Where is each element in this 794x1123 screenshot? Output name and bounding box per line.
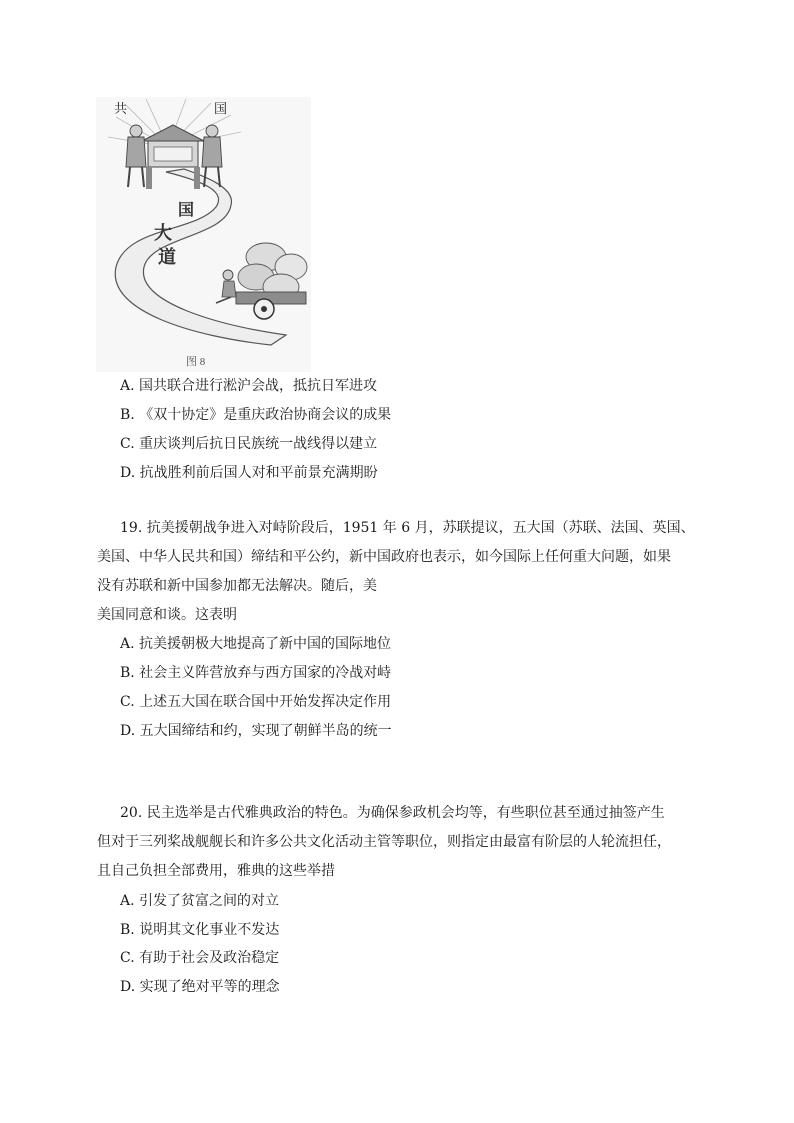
figure-caption: 图 8 [186, 356, 206, 368]
q20-stem-line-3: 且自己负担全部费用，雅典的这些举措 [97, 863, 335, 879]
cartoon-drawing [96, 97, 311, 372]
corner-label-right: 国 [214, 101, 228, 116]
q20-option-b: B. 说明其文化事业不发达 [120, 922, 280, 938]
q20-option-d: D. 实现了绝对平等的理念 [120, 979, 280, 995]
q18-option-a: A. 国共联合进行淞沪会战，抵抗日军进攻 [120, 378, 378, 394]
q19-option-b: B. 社会主义阵营放弃与西方国家的冷战对峙 [120, 665, 392, 681]
q20-option-a: A. 引发了贫富之间的对立 [120, 893, 280, 909]
q19-stem-line-3: 没有苏联和新中国参加都无法解决。随后，美 [97, 578, 377, 594]
cartoon-figure [96, 97, 311, 372]
q18-option-b: B. 《双十协定》是重庆政治协商会议的成果 [120, 407, 392, 423]
q18-option-d: D. 抗战胜利前后国人对和平前景充满期盼 [120, 465, 378, 481]
figure-right [202, 125, 222, 187]
q19-stem-line-1: 19. 抗美援朝战争进入对峙阶段后，1951 年 6 月，苏联提议，五大国（苏联、法国、英国、 [120, 520, 695, 536]
q19-option-d: D. 五大国缔结和约，实现了朝鲜半岛的统一 [120, 723, 392, 739]
gate [142, 125, 204, 189]
q20-stem-line-1: 20. 民主选举是古代雅典政治的特色。为确保参政机会均等，有些职位甚至通过抽签产生 [120, 805, 665, 821]
road-text-2: 大 [154, 223, 172, 243]
road-text-1: 国 [178, 202, 195, 219]
q18-option-c: C. 重庆谈判后抗日民族统一战线得以建立 [120, 436, 378, 452]
figure-left [126, 125, 146, 187]
cart-with-sacks [216, 243, 307, 319]
corner-label-left: 共 [114, 101, 128, 116]
road-text-3: 道 [158, 247, 176, 267]
q19-stem-line-2: 美国、中华人民共和国）缔结和平公约，新中国政府也表示，如今国际上任何重大问题，如果 [97, 549, 671, 565]
q19-stem-line-4: 美国同意和谈。这表明 [97, 607, 237, 623]
q20-option-c: C. 有助于社会及政治稳定 [120, 950, 280, 966]
q19-option-a: A. 抗美援朝极大地提高了新中国的国际地位 [120, 636, 392, 652]
q20-stem-line-2: 但对于三列桨战舰舰长和许多公共文化活动主管等职位，则指定由最富有阶层的人轮流担任， [97, 834, 671, 850]
q19-option-c: C. 上述五大国在联合国中开始发挥决定作用 [120, 694, 392, 710]
